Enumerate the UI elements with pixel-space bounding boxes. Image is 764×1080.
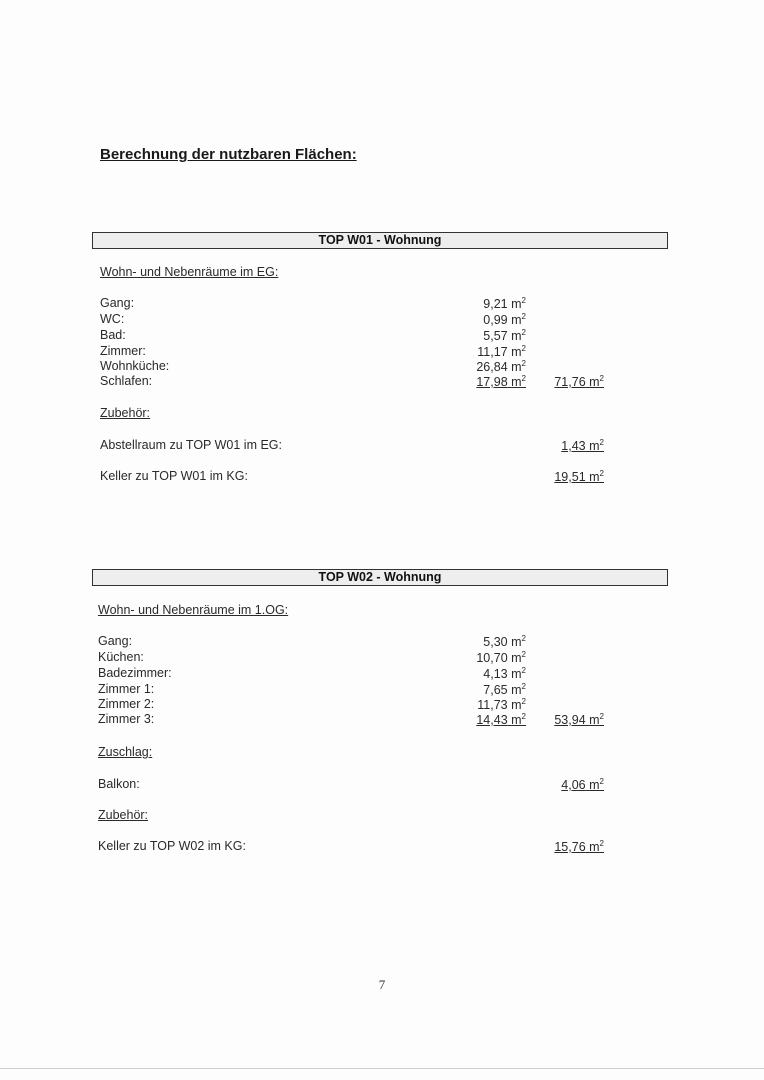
w02-zuschlag-label: Zuschlag: xyxy=(98,745,153,759)
w02-room-label: Gang: xyxy=(98,634,133,648)
w01-room-label: Wohnküche: xyxy=(100,359,170,373)
section-bar-w02: TOP W02 - Wohnung xyxy=(92,569,668,586)
page-number: 7 xyxy=(378,977,386,992)
w02-room-label: Küchen: xyxy=(98,650,144,664)
w01-room-value: 0,99 $m^2$ xyxy=(483,312,526,327)
w02-room-value: 14,43 $m^2$ xyxy=(476,712,526,727)
w02-section-label: Wohn- und Nebenräume im 1.OG: xyxy=(98,603,289,617)
w02-room-label: Zimmer 1: xyxy=(98,682,155,696)
w01-abstell-label: Abstellraum zu TOP W01 im EG: xyxy=(100,438,283,452)
w02-room-value: 7,65 $m^2$ xyxy=(483,682,526,697)
w01-room-label: Schlafen: xyxy=(100,374,153,388)
w01-room-value: 26,84 $m^2$ xyxy=(476,359,526,374)
w02-room-value: 11,73 $m^2$ xyxy=(477,697,526,712)
w01-total-value: 71,76 $m^2$ xyxy=(554,374,604,389)
w01-keller-value: 19,51 $m^2$ xyxy=(554,469,604,484)
w02-keller-value: 15,76 $m^2$ xyxy=(554,839,604,854)
w01-abstell-value: 1,43 $m^2$ xyxy=(561,438,604,453)
w02-keller-label: Keller zu TOP W02 im KG: xyxy=(98,839,246,853)
w02-total-value: 53,94 $m^2$ xyxy=(554,712,604,727)
section-bar-w01: TOP W01 - Wohnung xyxy=(92,232,668,249)
w01-room-label: Gang: xyxy=(100,296,135,310)
w01-room-label: Bad: xyxy=(100,328,126,342)
w02-room-label: Zimmer 3: xyxy=(98,712,155,726)
w01-zubehoer-label: Zubehör: xyxy=(100,406,151,420)
w02-room-label: Zimmer 2: xyxy=(98,697,155,711)
w01-room-value: 11,17 $m^2$ xyxy=(477,344,526,359)
w01-room-value: 17,98 $m^2$ xyxy=(476,374,526,389)
w01-section-label: Wohn- und Nebenräume im EG: xyxy=(100,265,279,279)
w01-room-value: 9,21 $m^2$ xyxy=(483,296,526,311)
w01-keller-label: Keller zu TOP W01 im KG: xyxy=(100,469,248,483)
w01-room-label: Zimmer: xyxy=(100,344,146,358)
w02-room-label: Badezimmer: xyxy=(98,666,172,680)
scan-edge-divider xyxy=(0,1068,764,1069)
w01-room-value: 5,57 $m^2$ xyxy=(483,328,526,343)
page-heading: Berechnung der nutzbaren Flächen: xyxy=(100,146,357,163)
w02-room-value: 4,13 $m^2$ xyxy=(483,666,526,681)
w02-balkon-label: Balkon: xyxy=(98,777,140,791)
w02-zubehoer-label: Zubehör: xyxy=(98,808,149,822)
w02-room-value: 5,30 $m^2$ xyxy=(483,634,526,649)
w02-balkon-value: 4,06 $m^2$ xyxy=(561,777,604,792)
w01-room-label: WC: xyxy=(100,312,125,326)
w02-room-value: 10,70 $m^2$ xyxy=(476,650,526,665)
